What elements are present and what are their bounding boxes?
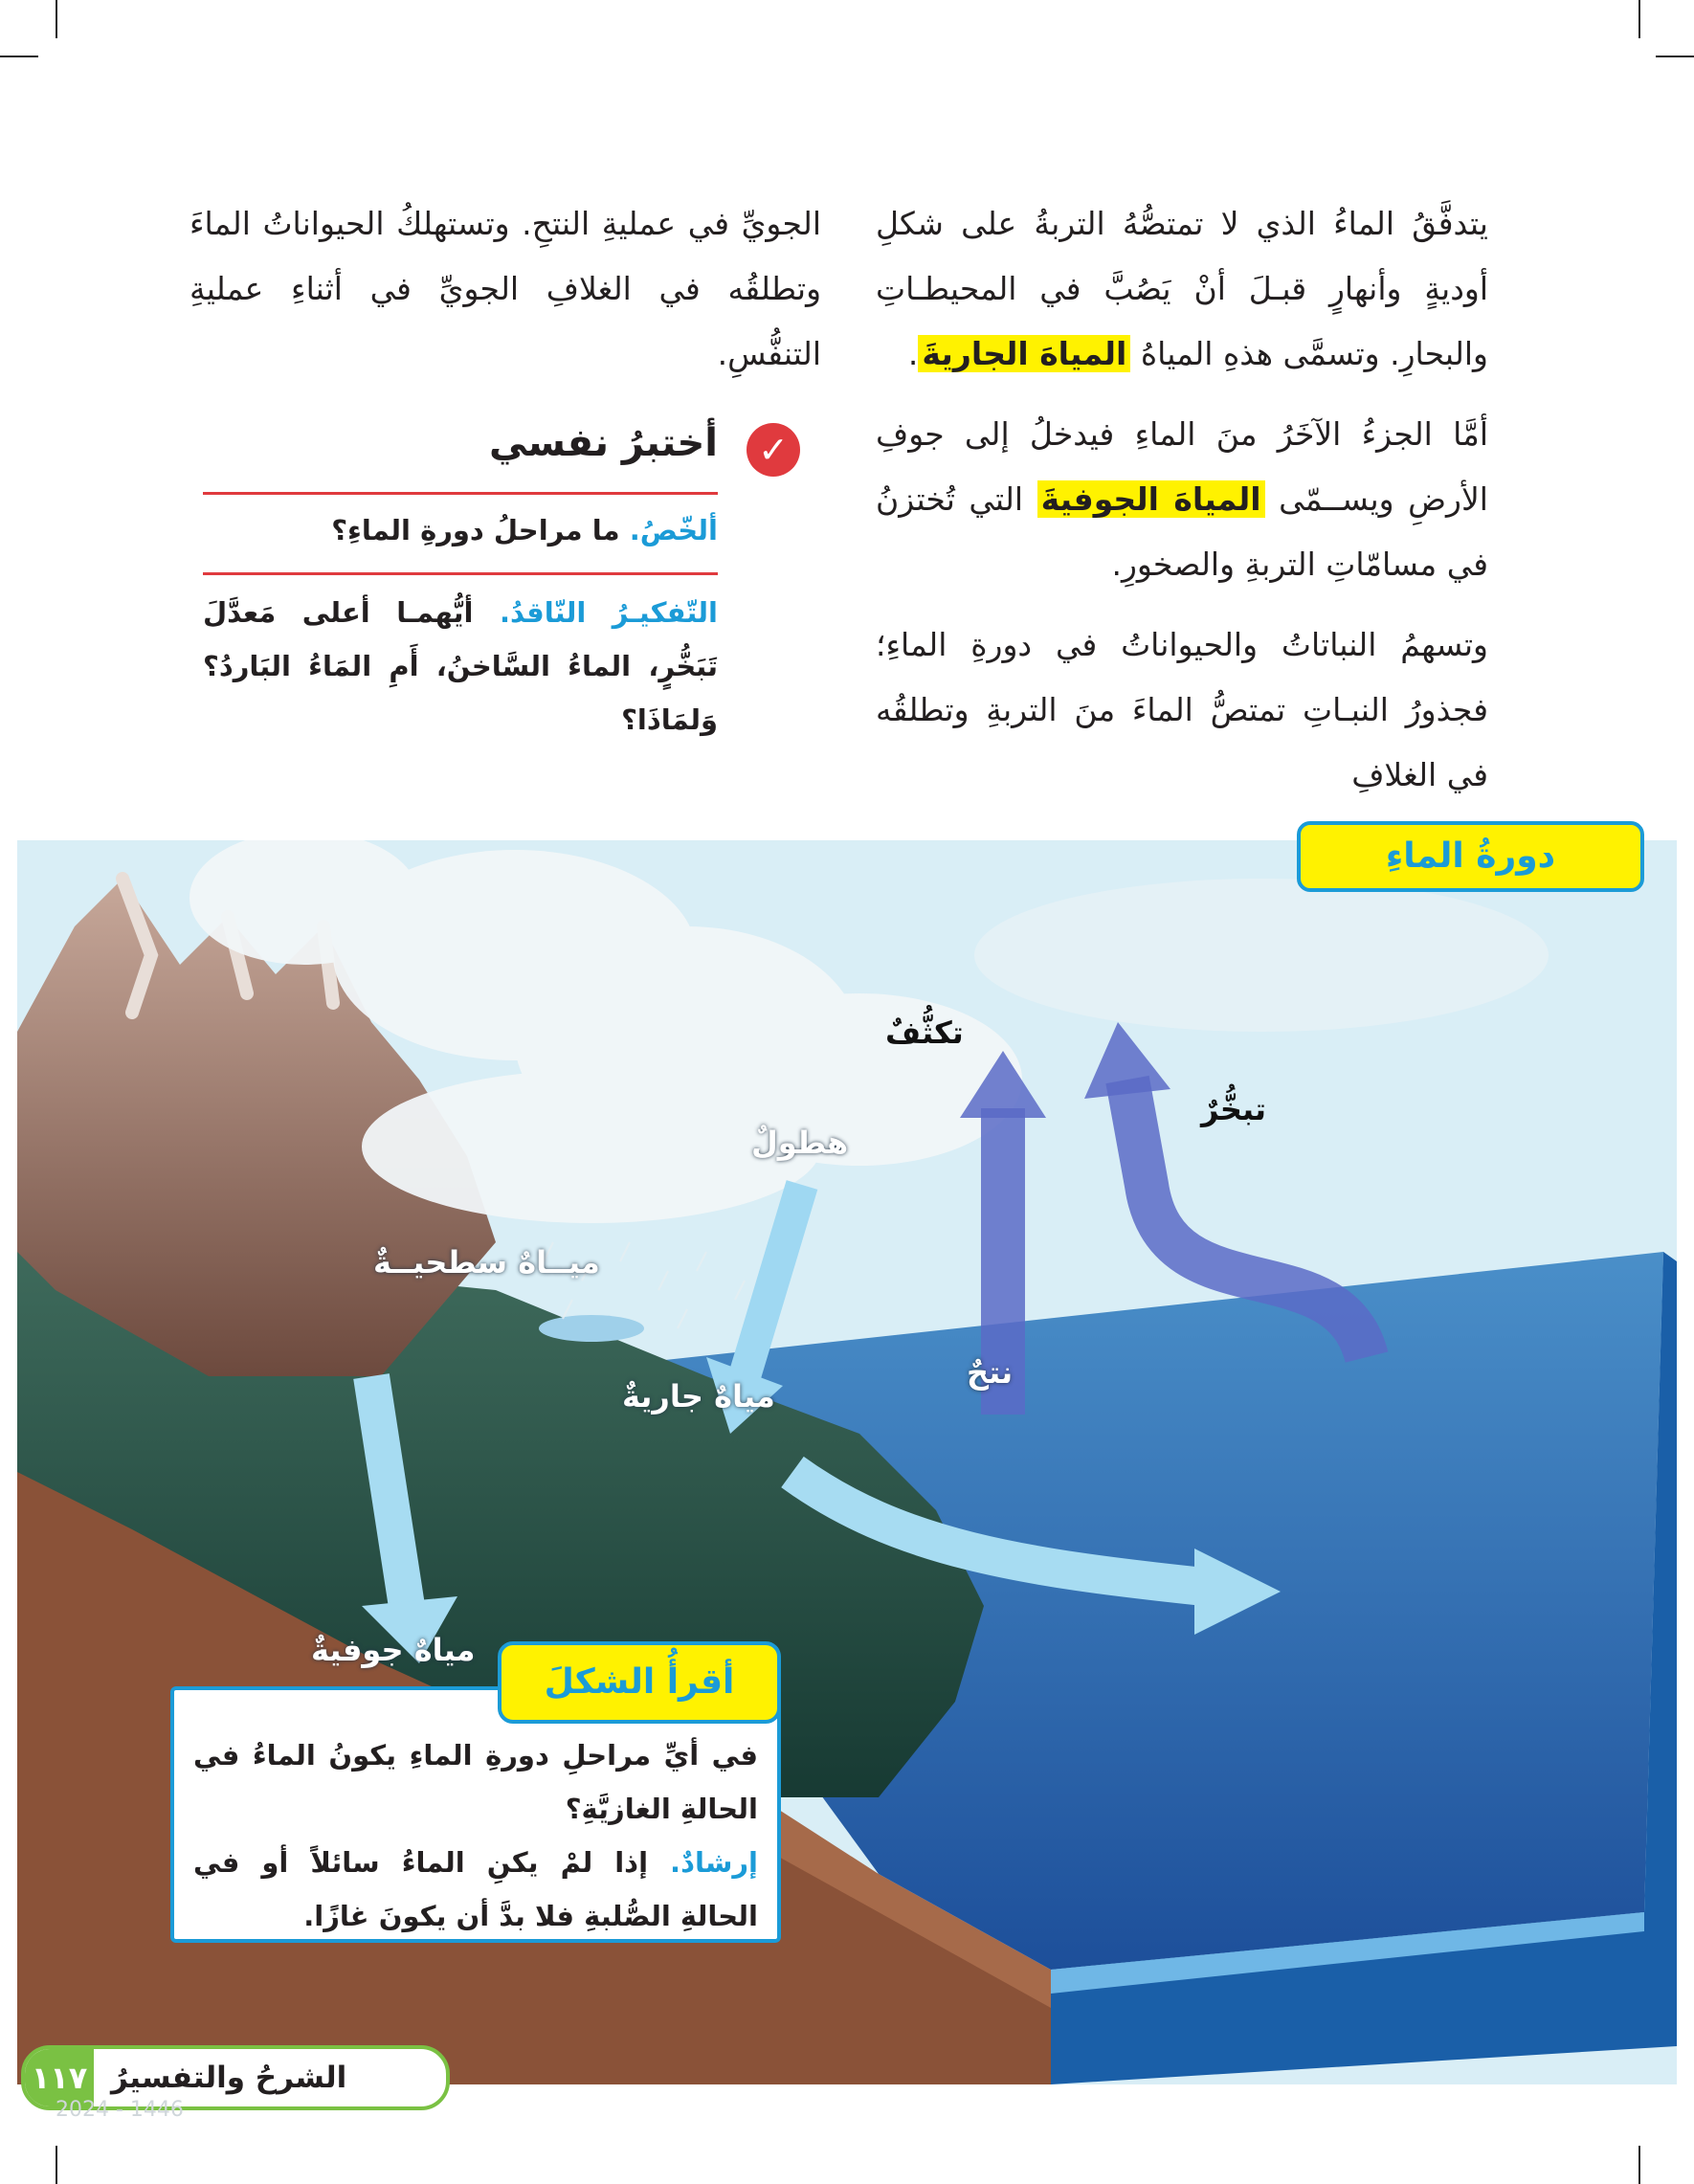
read-figure-box xyxy=(170,1686,781,1943)
page-number: ١١٧ xyxy=(25,2049,94,2106)
label-surface-water: ميــاهٌ سطحيــةٌ xyxy=(373,1244,600,1281)
runoff-paragraph: يتدفَّقُ الماءُ الذي لا تمتصُّهُ التربةُ على شكلِ أوديةٍ وأنهارٍ قبـلَ أنْ يَصُبَّ في المحيطـاتِ والبحارِ. وتسمَّى هذهِ المياهُ المياهَ الجاريةَ. xyxy=(876,205,1488,372)
crop-mark xyxy=(1656,56,1694,57)
quiz-question-1: ألخّصُ. ما مراحلُ دورةِ الماءِ؟ xyxy=(331,514,718,546)
groundwater-paragraph: أمَّا الجزءُ الآخَرُ منَ الماءِ فيدخلُ إلى جوفِ الأرضِ ويســمّى المياهَ الجوفيةَ التي تُختزنُ في مسامّاتِ التربةِ والصخورِ. xyxy=(876,415,1488,583)
crop-mark xyxy=(56,0,57,38)
label-transpiration: نتحٌ xyxy=(967,1354,1014,1391)
quiz-title: أختبرُ نفسي xyxy=(489,421,718,465)
groundwater-term: المياهَ الجوفيةَ xyxy=(1037,480,1265,518)
label-condensation: تكثُّفٌ xyxy=(885,1014,964,1051)
divider xyxy=(203,572,718,575)
divider xyxy=(203,492,718,495)
crop-mark xyxy=(1638,2146,1640,2184)
label-precipitation: هطولٌ xyxy=(751,1125,849,1161)
right-column xyxy=(876,191,1488,808)
crop-mark xyxy=(0,56,38,57)
runoff-term: المياهَ الجاريةَ xyxy=(918,335,1130,372)
label-runoff: مياهٌ جاريةٌ xyxy=(622,1378,775,1415)
plants-paragraph: وتسهمُ النباتاتُ والحيواناتُ في دورةِ الماءِ؛ فجذورُ النبـاتِ تمتصُّ الماءَ منَ التربةِ وتطلقُه في الغلافِ xyxy=(876,626,1488,793)
figure-title: دورةُ الماءِ xyxy=(1297,821,1644,892)
left-column-text: الجويِّ في عمليةِ النتحِ. وتستهلكُ الحيواناتُ الماءَ وتطلقُه في الغلافِ الجويِّ في أثناءِ عمليةِ التنفُّسِ. xyxy=(189,205,821,372)
watermark-year: 2024 - 1446 xyxy=(56,2098,184,2122)
crop-mark xyxy=(56,2146,57,2184)
read-figure-hint: إرشادٌ. إذا لمْ يكنِ الماءُ سائلاً أو في الحالةِ الصُّلبةِ فلا بدَّ أن يكونَ غازًا. xyxy=(193,1846,758,1932)
read-figure-title: أقرأُ الشكلَ xyxy=(498,1641,781,1724)
label-evaporation: تبخُّرٌ xyxy=(1201,1091,1267,1127)
quiz-question-2: التّفكيـرُ النّاقدُ. أيُّهمـا أعلى مَعدَّلَ تَبَخُّرٍ، الماءُ السَّاخنُ، أَمِ المَاءُ البَاردُ؟ وَلمَاذَا؟ xyxy=(203,596,718,736)
section-label: الشرحُ والتفسيرُ xyxy=(111,2061,347,2095)
check-icon: ✓ xyxy=(747,423,800,477)
clouds xyxy=(189,840,1549,1223)
crop-mark xyxy=(1638,0,1640,38)
read-figure-question: في أيِّ مراحلِ دورةِ الماءِ يكونُ الماءُ في الحالةِ الغازيَّةِ؟ xyxy=(193,1739,758,1825)
label-groundwater: مياهٌ جوفيةٌ xyxy=(311,1632,476,1668)
